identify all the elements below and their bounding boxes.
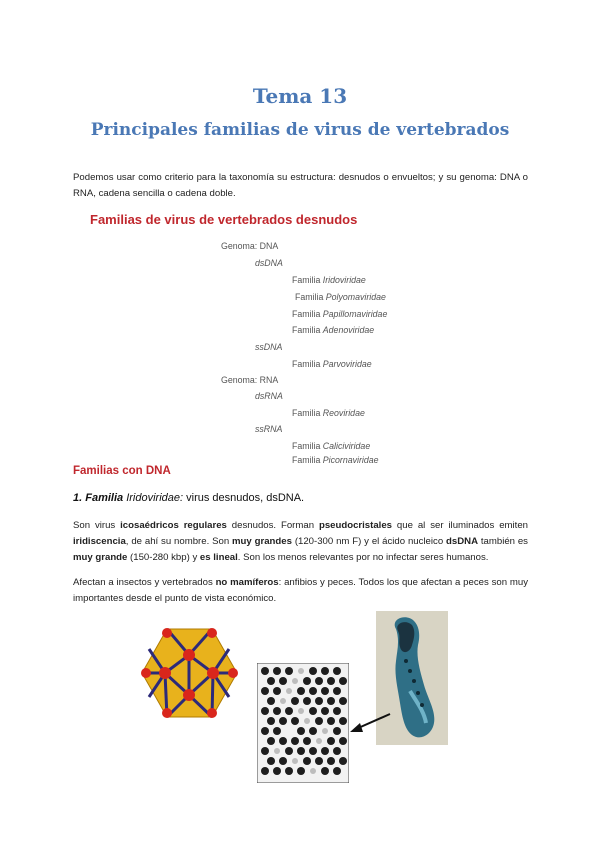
- tax-genome-dna: Genoma: DNA: [221, 241, 279, 251]
- tax-genome-rna: Genoma: RNA: [221, 375, 279, 385]
- tax-ssrna: ssRNA: [255, 424, 283, 434]
- page-subtitle: Principales familias de virus de vertebrados: [90, 120, 510, 140]
- tax-ssdna: ssDNA: [255, 342, 283, 352]
- tax-family-adeno: Familia Adenoviridae: [292, 325, 375, 335]
- pointer-arrow: [348, 712, 392, 734]
- iridoviridae-paragraph-2: Afectan a insectos y vertebrados no mamíferos: anfibios y peces. Todos los que afectan a peces son muy importantes desde el punto de vista económico.: [73, 577, 528, 604]
- icosahedral-virion-image: [137, 627, 242, 719]
- tax-family-papilloma: Familia Papillomaviridae: [292, 309, 388, 319]
- intro-paragraph: Podemos usar como criterio para la taxonomía su estructura: desnudos o envueltos; y su genoma: DNA o RNA, cadena sencilla o cadena doble.: [73, 172, 528, 199]
- family-item-iridoviridae: 1. Familia Iridoviridae: virus desnudos, dsDNA.: [73, 492, 305, 504]
- iridoviridae-paragraph-1: Son virus icosaédricos regulares desnudos. Forman pseudocristales que al ser iluminados emiten iridiscencia, de ahí su nombre. Son muy grandes (120-300 nm F) y el ácido nucleico dsDNA también es muy grande (150-280 kbp) y es lineal. Son los menos relevantes por no infectar seres humanos.: [73, 520, 528, 563]
- tax-dsdna: dsDNA: [255, 258, 283, 268]
- tax-family-picorna: Familia Picornaviridae: [292, 455, 379, 463]
- tax-dsrna: dsRNA: [255, 391, 283, 401]
- tax-family-polyoma: Familia Polyomaviridae: [295, 292, 386, 302]
- tax-family-irido: Familia Iridoviridae: [292, 275, 366, 285]
- page-title: Tema 13: [252, 84, 348, 108]
- tax-family-calici: Familia Caliciviridae: [292, 441, 371, 451]
- pseudocrystal-micrograph-image: [257, 663, 349, 783]
- section-heading-naked: Familias de virus de vertebrados desnudos: [90, 212, 358, 227]
- section-heading-dna: Familias con DNA: [73, 465, 171, 477]
- tax-family-parvo: Familia Parvoviridae: [292, 359, 372, 369]
- tax-family-reo: Familia Reoviridae: [292, 408, 365, 418]
